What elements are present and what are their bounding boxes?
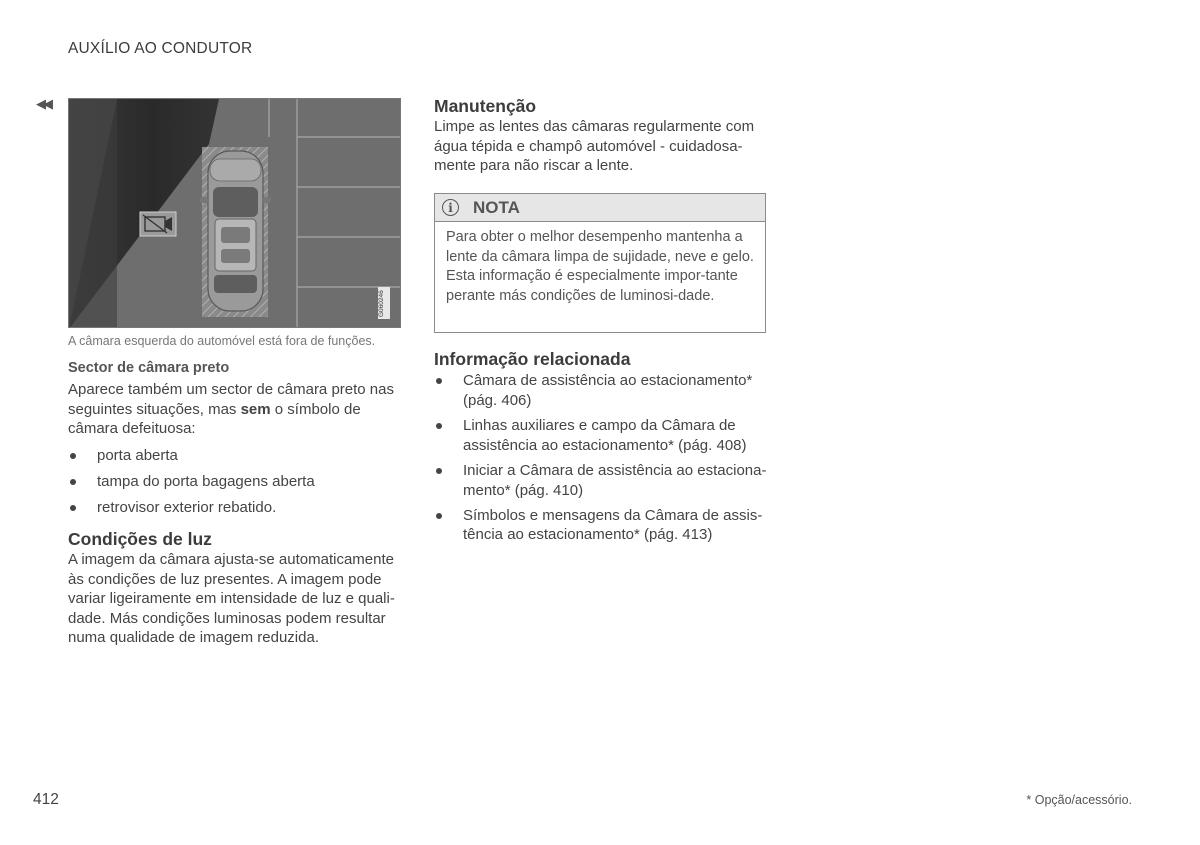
- related-link-text[interactable]: Câmara de assistência ao estacionamento* (pág. 406): [463, 372, 753, 409]
- note-text: Para obter o melhor desempenho mantenha a lente da câmara limpa de sujidade, neve e gelo. Esta informação é especialmente impor-tante perante más condições de luminosi-dade.: [446, 229, 754, 304]
- note-header: [435, 194, 765, 222]
- subheading-black-sector: Sector de câmara preto: [68, 360, 230, 376]
- related-link[interactable]: [434, 506, 774, 545]
- intro-paragraph: [68, 380, 408, 439]
- maintenance-paragraph: Limpe as lentes das câmaras regularmente com água tépida e champô automóvel - cuidadosa-mente para não riscar a lente.: [434, 118, 755, 174]
- conditions-list: [68, 446, 408, 524]
- list-item-text: porta aberta: [97, 447, 178, 464]
- heading-related-info: Informação relacionada: [434, 349, 631, 369]
- heading-light-conditions: Condições de luz: [68, 529, 212, 549]
- bullet-icon: [70, 479, 76, 485]
- list-item-text: tampa do porta bagagens aberta: [97, 473, 315, 490]
- list-item: [68, 472, 408, 492]
- list-item-text: retrovisor exterior rebatido.: [97, 499, 277, 516]
- note-title: NOTA: [473, 197, 520, 217]
- related-link[interactable]: [434, 461, 774, 500]
- intro-text-part1: Aparece também um sector de câmara preto nas seguintes situações, mas: [68, 381, 394, 418]
- related-link-text[interactable]: Símbolos e mensagens da Câmara de assis-tência ao estacionamento* (pág. 413): [463, 506, 763, 544]
- related-link-text[interactable]: Iniciar a Câmara de assistência ao estaciona-mento* (pág. 410): [463, 461, 767, 499]
- related-link[interactable]: [434, 371, 774, 410]
- light-conditions-paragraph: A imagem da câmara ajusta-se automaticamente às condições de luz presentes. A imagem pode variar ligeiramente em intensidade de luz e quali-dade. Más condições luminosas podem resultar numa qualidade de imagem reduzida.: [68, 551, 395, 646]
- page-number: 412: [33, 791, 59, 808]
- list-item: [68, 446, 408, 466]
- related-link-text[interactable]: Linhas auxiliares e campo da Câmara de assistência ao estacionamento* (pág. 408): [463, 416, 747, 454]
- bullet-icon: [436, 468, 442, 474]
- bullet-icon: [436, 423, 442, 429]
- related-link[interactable]: [434, 416, 774, 455]
- bullet-icon: [436, 378, 442, 384]
- back-arrows-icon[interactable]: ◀◀: [36, 96, 50, 111]
- figure-caption: A câmara esquerda do automóvel está fora de funções.: [68, 334, 376, 348]
- camera-view-image: [68, 98, 401, 328]
- bullet-icon: [70, 453, 76, 459]
- camera-off-icon: [140, 212, 176, 236]
- heading-maintenance: Manutenção: [434, 96, 537, 116]
- intro-text-part2: o símbolo de câmara defeituosa:: [68, 400, 361, 437]
- list-item: [68, 498, 408, 518]
- info-icon: i: [442, 199, 459, 216]
- bullet-icon: [436, 513, 442, 519]
- image-code: G060246: [378, 290, 385, 318]
- bullet-icon: [70, 505, 76, 511]
- intro-bold-word: sem: [240, 400, 271, 418]
- note-box: [434, 193, 766, 333]
- footnote: * Opção/acessório.: [1026, 793, 1132, 807]
- related-links-list: [434, 371, 774, 551]
- section-title: AUXÍLIO AO CONDUTOR: [68, 40, 253, 57]
